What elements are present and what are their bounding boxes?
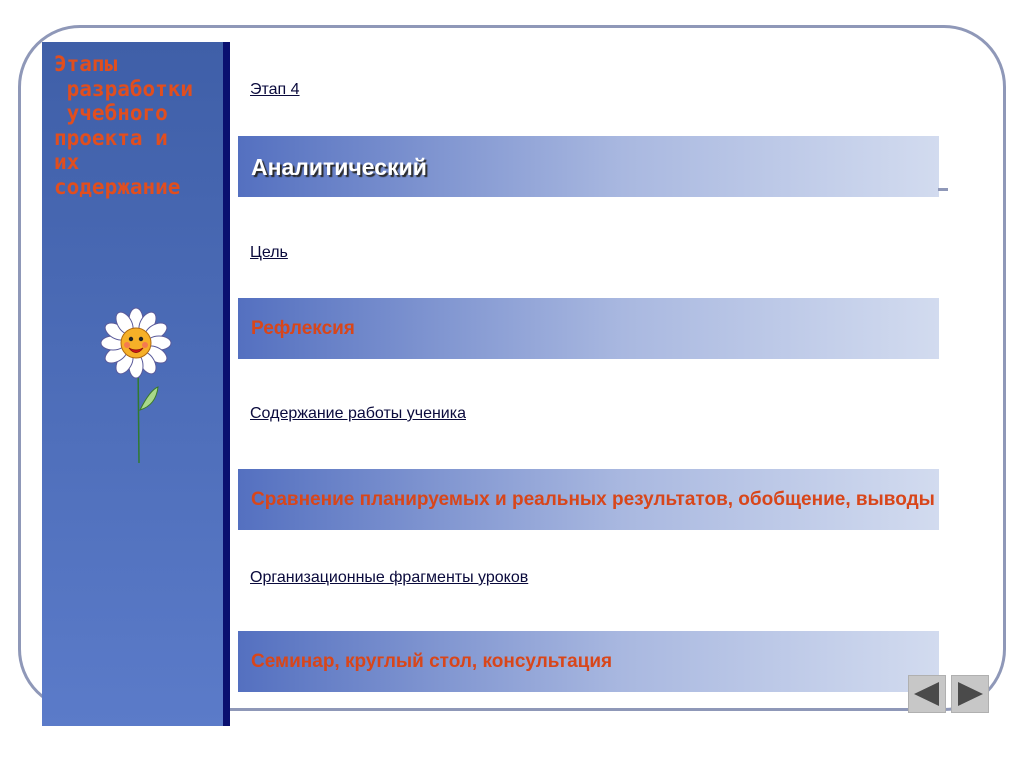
next-slide-button[interactable] (951, 675, 989, 713)
student-work-band (238, 469, 939, 530)
goal-value: Рефлексия (251, 317, 355, 339)
band-connector (938, 188, 948, 191)
stage-name: Аналитический (251, 153, 427, 180)
lesson-fragments-band (238, 631, 939, 692)
student-work-link[interactable]: Содержание работы ученика (250, 405, 466, 422)
lesson-fragments-value: Семинар, круглый стол, консультация (251, 650, 613, 672)
goal-link[interactable]: Цель (250, 244, 288, 261)
triangle-left-icon (909, 676, 945, 712)
stage-name-band (238, 136, 939, 197)
lesson-fragments-link[interactable]: Организационные фрагменты уроков (250, 569, 529, 586)
sidebar-divider (223, 42, 230, 726)
daisy-flower-icon (98, 305, 178, 465)
goal-band (238, 298, 939, 359)
sidebar-title: Этапы разработки учебного проекта и их содержание (54, 52, 194, 199)
previous-slide-button[interactable] (908, 675, 946, 713)
stage-number-link[interactable]: Этап 4 (250, 81, 300, 98)
student-work-value: Сравнение планируемых и реальных результатов, обобщение, выводы (251, 488, 935, 510)
triangle-right-icon (952, 676, 988, 712)
